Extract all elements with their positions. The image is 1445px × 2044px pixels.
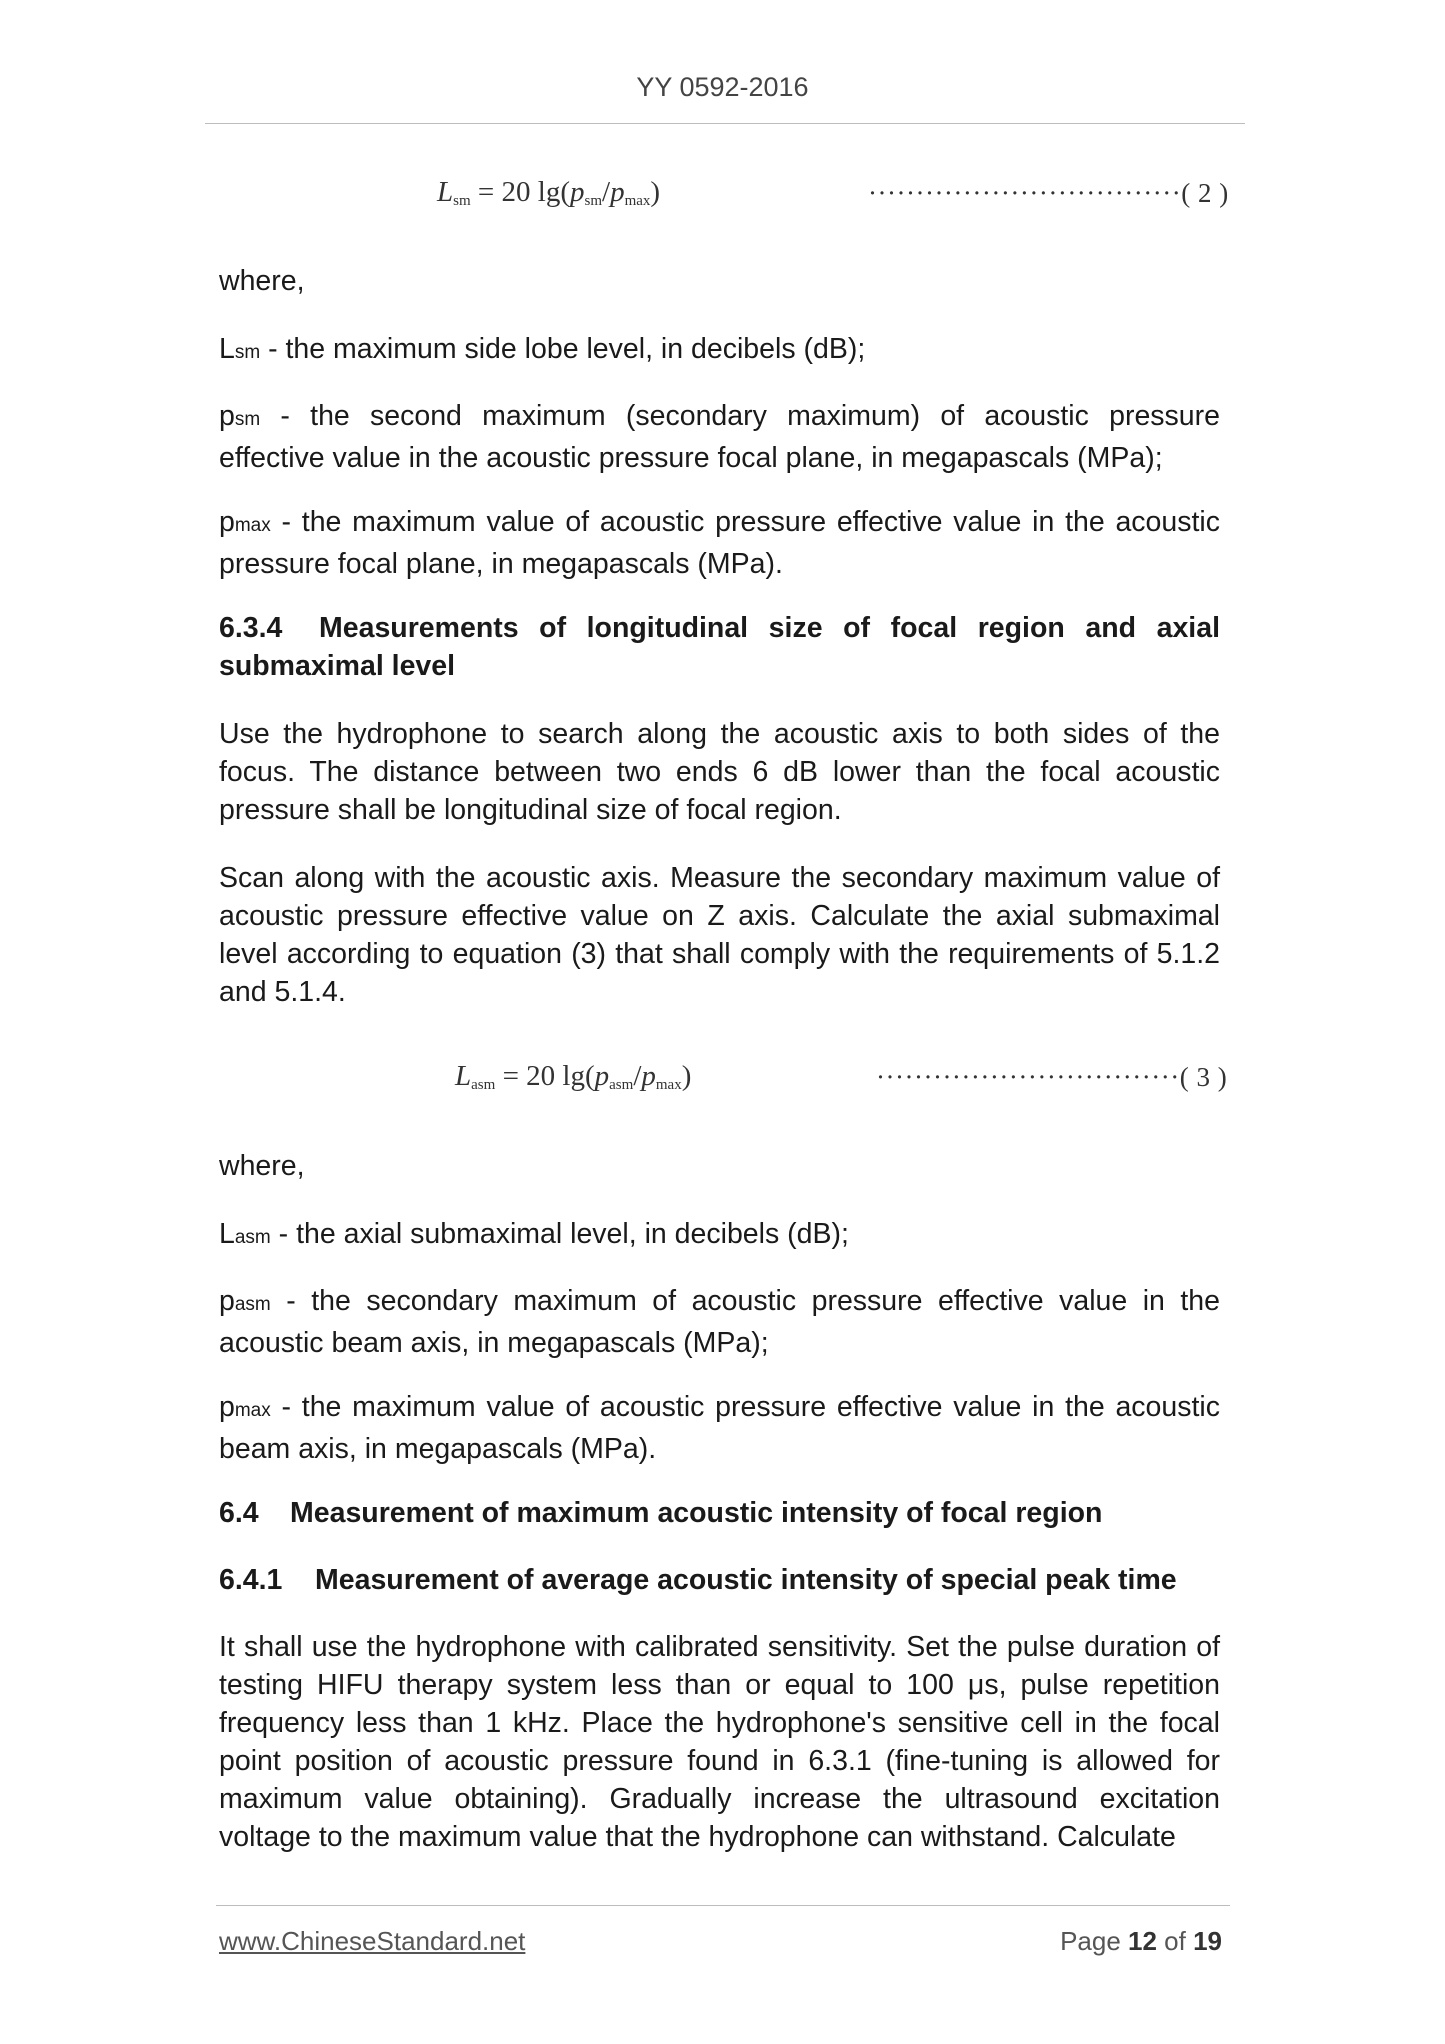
eq2-slash: / — [602, 176, 611, 208]
eq2-close: ) — [650, 176, 661, 208]
eq3-eqsign: = 20 lg( — [495, 1060, 595, 1092]
eq3-p2-sub: max — [655, 1077, 682, 1093]
definition-lasm — [219, 1215, 1220, 1257]
def-lasm-symbol: L — [219, 1218, 235, 1250]
def-pmax2-sub: max — [234, 1400, 271, 1421]
section-heading-6-4 — [219, 1494, 1220, 1532]
section-title: Measurement of average acoustic intensity of special peak time — [315, 1564, 1177, 1596]
page-total: 19 — [1193, 1926, 1222, 1956]
definition-pasm — [219, 1282, 1220, 1362]
paragraph-6-4-1: It shall use the hydrophone with calibrated sensitivity. Set the pulse duration of testing HIFU therapy system less than or equal to 100 μs, pulse repetition frequency less than 1 kHz. Place the hydrophone's sensitive cell in the focal point position of acoustic pressure found in 6.3.1 (fine-tuning is allowed for maximum value obtaining). Gradually increase the ultrasound excitation voltage to the maximum value that the hydrophone can withstand. Calculate — [219, 1631, 1220, 1853]
def-lsm-text: - the maximum side lobe level, in decibels (dB); — [260, 333, 866, 365]
eq3-lhs: L — [455, 1060, 472, 1092]
section-number: 6.3.4 — [219, 612, 283, 644]
def-lasm-sub: asm — [234, 1227, 271, 1248]
eq2-lhs: L — [437, 176, 454, 208]
section-number: 6.4.1 — [219, 1564, 283, 1596]
eq3-p1-sub: asm — [609, 1077, 634, 1093]
equation-2-number: ·································( 2 ) — [868, 178, 1229, 208]
def-psm-sub: sm — [234, 409, 261, 430]
eq2-p2: p — [610, 176, 625, 208]
where-label-2: where, — [219, 1150, 305, 1182]
eq2-lhs-sub: sm — [453, 193, 471, 209]
eq3-slash: / — [633, 1060, 642, 1092]
website-link[interactable]: www.ChineseStandard.net — [219, 1926, 526, 1956]
def-lasm-text: - the axial submaximal level, in decibels (dB); — [270, 1218, 849, 1250]
eq2-eqsign: = 20 lg( — [470, 176, 570, 208]
def-pmax1-text: - the maximum value of acoustic pressure effective value in the acoustic pressure focal plane, in megapascals (MPa). — [219, 506, 1220, 580]
where-label-1: where, — [219, 265, 305, 297]
def-pmax2-symbol: p — [219, 1391, 235, 1423]
page-header: YY 0592-2016 — [636, 72, 809, 102]
eq3-close: ) — [681, 1060, 692, 1092]
eq3-p1: p — [594, 1060, 610, 1092]
section-heading-6-3-4 — [219, 609, 1220, 685]
eq2-p1-sub: sm — [584, 193, 602, 209]
of-label: of — [1156, 1926, 1194, 1956]
page-counter — [1060, 1926, 1222, 1957]
header-divider — [205, 123, 1245, 124]
def-pasm-symbol: p — [219, 1285, 235, 1317]
def-pasm-text: - the secondary maximum of acoustic pressure effective value in the acoustic beam axis, in megapascals (MPa); — [219, 1285, 1220, 1359]
eq2-p1: p — [569, 176, 585, 208]
def-psm-symbol: p — [219, 400, 235, 432]
def-pasm-sub: asm — [234, 1294, 271, 1315]
def-lsm-sub: sm — [234, 342, 261, 363]
paragraph-6-3-4-a: Use the hydrophone to search along the acoustic axis to both sides of the focus. The distance between two ends 6 dB lower than the focal acoustic pressure shall be longitudinal size of focal region. — [219, 718, 1220, 826]
paragraph-6-3-4-b: Scan along with the acoustic axis. Measure the secondary maximum value of acoustic pressure effective value on Z axis. Calculate the axial submaximal level according to equation (3) that shall comply with the requirements of 5.1.2 and 5.1.4. — [219, 862, 1220, 1008]
equation-2 — [437, 176, 660, 216]
def-lsm-symbol: L — [219, 333, 235, 365]
eq3-p2: p — [641, 1060, 656, 1092]
def-pmax1-symbol: p — [219, 506, 235, 538]
equation-3-number: ································( 3 ) — [876, 1062, 1228, 1092]
definition-psm — [219, 397, 1220, 477]
def-psm-text: - the second maximum (secondary maximum) of acoustic pressure effective value in the acoustic pressure focal plane, in megapascals (MPa); — [219, 400, 1220, 474]
page-label: Page — [1060, 1926, 1129, 1956]
eq3-lhs-sub: asm — [471, 1077, 496, 1093]
equation-3 — [455, 1060, 691, 1100]
eq2-p2-sub: max — [624, 193, 651, 209]
def-pmax1-sub: max — [234, 515, 271, 536]
section-title: Measurement of maximum acoustic intensity of focal region — [290, 1497, 1103, 1529]
def-pmax2-text: - the maximum value of acoustic pressure effective value in the acoustic beam axis, in megapascals (MPa). — [219, 1391, 1220, 1465]
section-number: 6.4 — [219, 1497, 259, 1529]
page-number: 12 — [1128, 1926, 1157, 1956]
definition-pmax-1 — [219, 503, 1220, 583]
footer-divider — [216, 1905, 1230, 1906]
section-heading-6-4-1 — [219, 1561, 1220, 1599]
definition-lsm — [219, 330, 1220, 372]
definition-pmax-2 — [219, 1388, 1220, 1468]
section-title: Measurements of longitudinal size of focal region and axial submaximal level — [219, 612, 1220, 682]
